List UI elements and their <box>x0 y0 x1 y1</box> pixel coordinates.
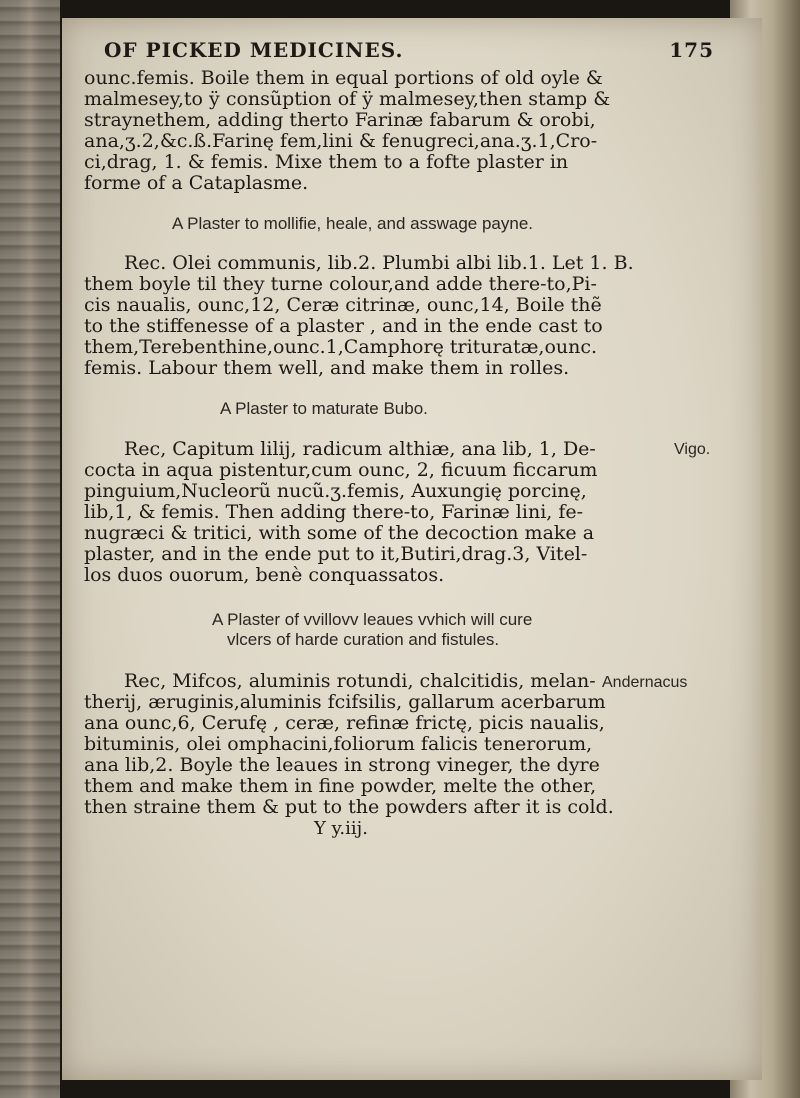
book-page <box>62 18 762 1080</box>
paragraph3-line: pinguium,Nucleorũ nucũ.ʒ.femis, Auxungię porcinę, <box>84 480 587 502</box>
section-heading: A Plaster to mollifie, heale, and asswage payne. <box>172 214 533 233</box>
paragraph4-line: therij, æruginis,aluminis fcifsilis, gallarum acerbarum <box>84 691 606 713</box>
paragraph1-line: malmesey,to ÿ consũption of ÿ malmesey,then stamp & <box>84 88 611 110</box>
paragraph2-line: femis. Labour them well, and make them in rolles. <box>84 357 570 379</box>
paragraph4-line: bituminis, olei omphacini,foliorum falicis tenerorum, <box>84 733 593 755</box>
paragraph2-line: cis naualis, ounc,12, Ceræ citrinæ, ounc,14, Boile thẽ <box>84 294 602 316</box>
section-heading: A Plaster to maturate Bubo. <box>220 399 428 418</box>
paragraph2-line: Rec. Olei communis, lib.2. Plumbi albi lib.1. Let 1. B. <box>124 252 634 274</box>
paragraph4-line: them and make them in fine powder, melte the other, <box>84 775 597 797</box>
signature-mark: Y y.iij. <box>314 818 368 839</box>
paragraph3-line: nugræci & tritici, with some of the decoction make a <box>84 522 595 544</box>
left-page-edges <box>0 0 60 1098</box>
paragraph3-line: cocta in aqua pistentur,cum ounc, 2, ficuum ficcarum <box>84 459 598 481</box>
paragraph3-line: Rec, Capitum lilij, radicum althiæ, ana lib, 1, De- <box>124 438 596 460</box>
paragraph1-line: ana,ʒ.2,&c.ß.Farinę fem,lini & fenugreci,ana.ʒ.1,Cro- <box>84 130 598 152</box>
paragraph2-line: them,Terebenthine,ounc.1,Camphorę trituratæ,ounc. <box>84 336 598 358</box>
paragraph2-line: to the stiffenesse of a plaster , and in the ende cast to <box>84 315 603 337</box>
paragraph4-line: then straine them & put to the powders after it is cold. <box>84 796 614 818</box>
paragraph3-line: lib,1, & femis. Then adding there-to, Farinæ lini, fe- <box>84 501 584 523</box>
paragraph1-line: straynethem, adding therto Farinæ fabarum & orobi, <box>84 109 596 131</box>
section-heading: A Plaster of vvillovv leaues vvhich will cure <box>212 610 533 629</box>
running-header <box>104 38 714 62</box>
paragraph4-line: Rec, Mifcos, aluminis rotundi, chalcitidis, melan- <box>124 670 596 692</box>
margin-note: Vigo. <box>674 441 711 458</box>
paragraph3-line: los duos ouorum, benè conquassatos. <box>84 564 445 586</box>
section-heading: vlcers of harde curation and fistules. <box>227 630 500 649</box>
paragraph2-line: them boyle til they turne colour,and adde there-to,Pi- <box>84 273 597 295</box>
paragraph3-line: plaster, and in the ende put to it,Butiri,drag.3, Vitel- <box>84 543 588 565</box>
running-title: OF PICKED MEDICINES. <box>104 38 404 62</box>
paragraph4-line: ana lib,2. Boyle the leaues in strong vineger, the dyre <box>84 754 600 776</box>
page-number: 175 <box>669 38 714 62</box>
paragraph1-line: forme of a Cataplasme. <box>84 172 309 194</box>
margin-note: Andernacus <box>602 674 688 691</box>
paragraph1-line: ounc.femis. Boile them in equal portions of old oyle & <box>84 67 603 89</box>
paragraph1-line: ci,drag, 1. & femis. Mixe them to a fofte plaster in <box>84 151 569 173</box>
paragraph4-line: ana ounc,6, Cerufę , ceræ, refinæ frictę, picis naualis, <box>84 712 605 734</box>
